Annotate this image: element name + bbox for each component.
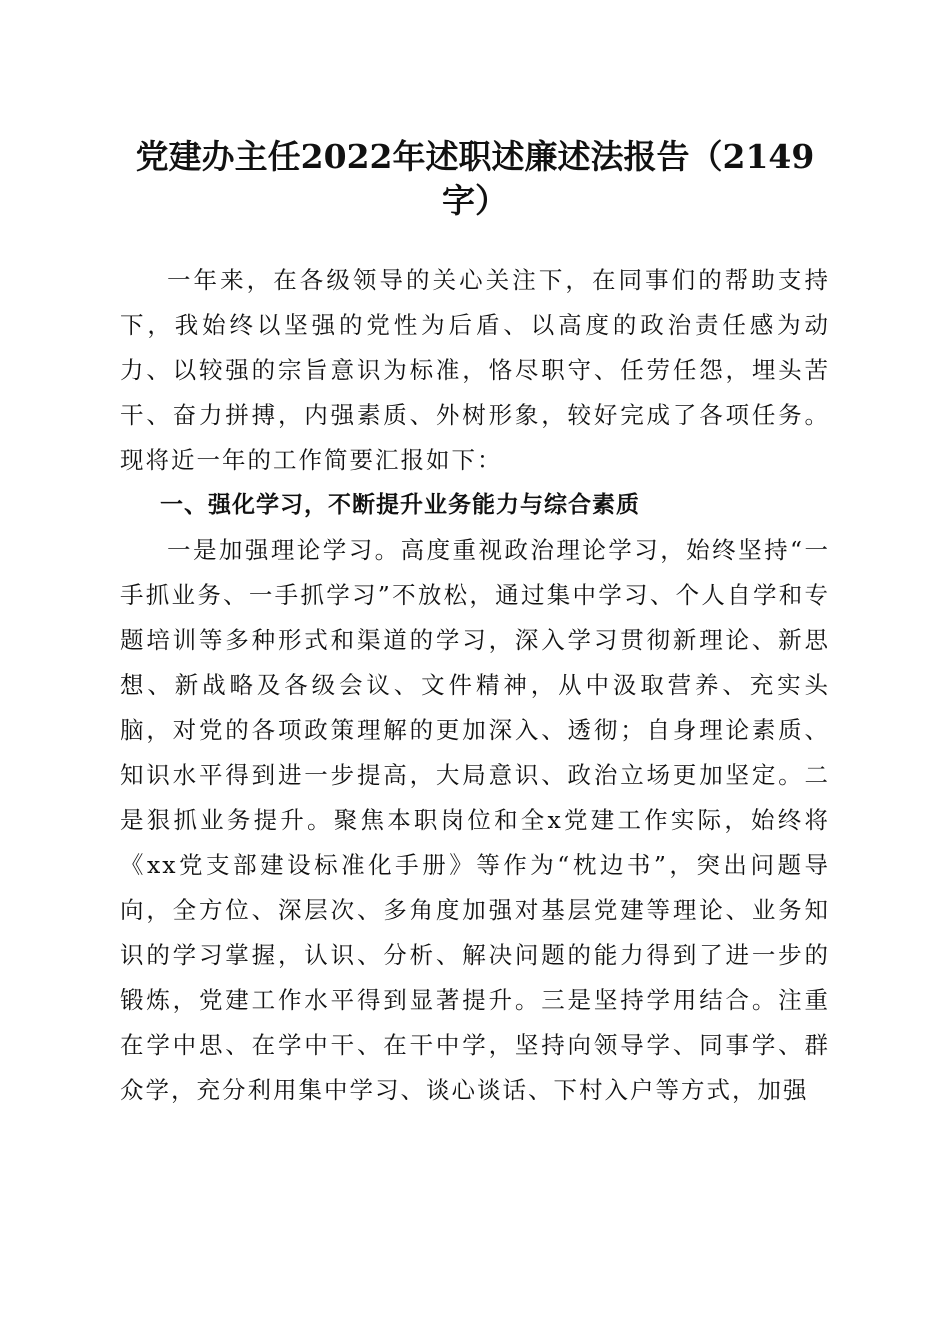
section-heading: 一、强化学习，不断提升业务能力与综合素质 — [160, 492, 640, 518]
document-body — [120, 258, 830, 1113]
section-paragraph: 一是加强理论学习。高度重视政治理论学习，始终坚持“一手抓业务、一手抓学习”不放松，通过集中学习、个人自学和专题培训等多种形式和渠道的学习，深入学习贯彻新理论、新思想、新战略及各级会议、文件精神，从中汲取营养、充实头脑，对党的各项政策理解的更加深入、透彻；自身理论素质、知识水平得到进一步提高，大局意识、政治立场更加坚定。二是狠抓业务提升。聚焦本职岗位和全x党建工作实际，始终将《xx党支部建设标准化手册》等作为“枕边书”，突出问题导向，全方位、深层次、多角度加强对基层党建等理论、业务知识的学习掌握，认识、分析、解决问题的能力得到了进一步的锻炼，党建工作水平得到显著提升。三是坚持学用结合。注重在学中思、在学中干、在干中学，坚持向领导学、同事学、群众学，充分利用集中学习、谈心谈话、下村入户等方式，加强 — [120, 536, 830, 1104]
document-title: 党建办主任2022年述职述廉述法报告（2149字） — [135, 137, 815, 220]
intro-paragraph: 一年来，在各级领导的关心关注下，在同事们的帮助支持下，我始终以坚强的党性为后盾、以高度的政治责任感为动力、以较强的宗旨意识为标准，恪尽职守、任劳任怨，埋头苦干、奋力拼搏，内强素质、外树形象，较好完成了各项任务。现将近一年的工作简要汇报如下： — [120, 266, 830, 474]
